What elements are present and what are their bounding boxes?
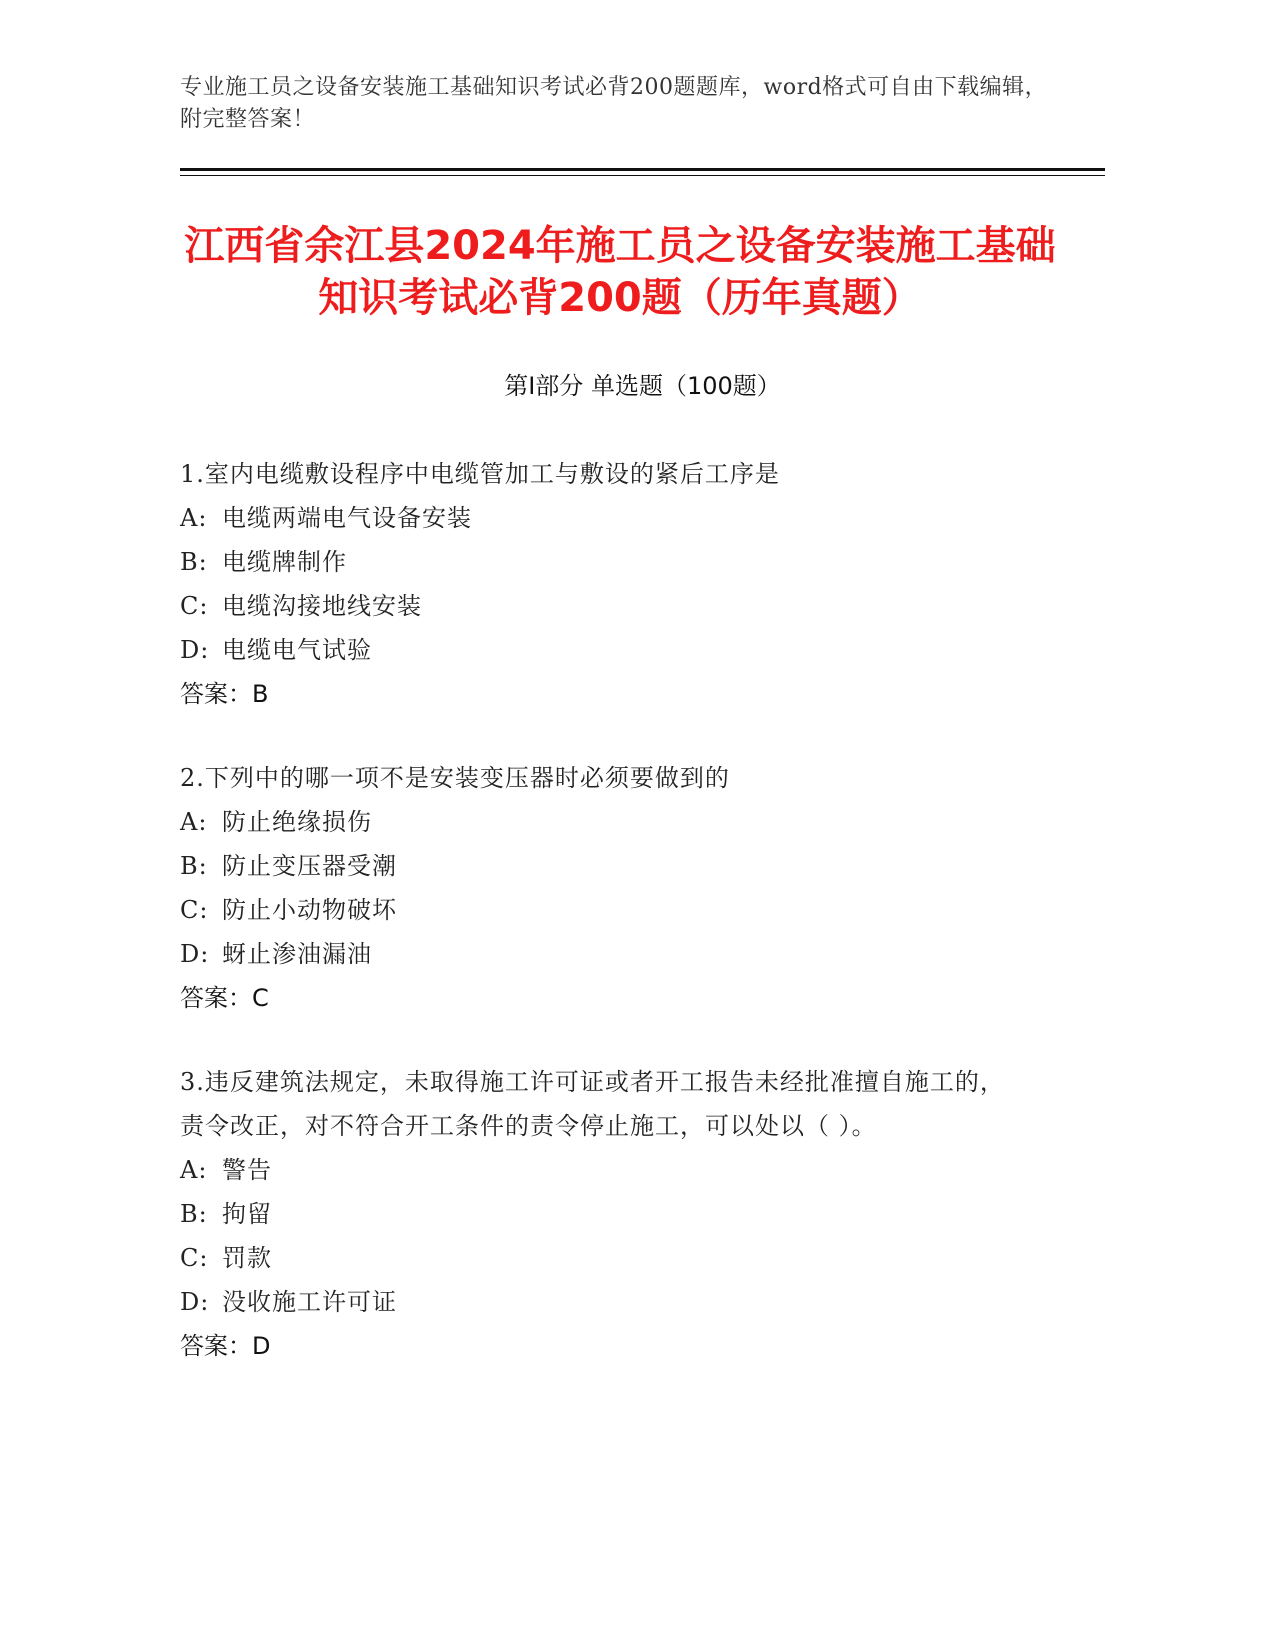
option-d <box>180 932 1025 976</box>
option-key: A: <box>180 808 208 836</box>
answer: 答案：B <box>180 680 269 708</box>
question-stem: 2.下列中的哪一项不是安装变压器时必须要做到的 <box>180 764 730 792</box>
header-rule-thin <box>180 175 1105 176</box>
option-text: 防止变压器受潮 <box>222 852 397 880</box>
option-text: 电缆牌制作 <box>222 548 347 576</box>
option-key: B: <box>180 1200 208 1228</box>
header-note: 专业施工员之设备安装施工基础知识考试必背200题题库，word格式可自由下载编辑，附完整答案！ <box>180 75 1048 132</box>
option-text: 没收施工许可证 <box>222 1288 397 1316</box>
option-c <box>180 584 1025 628</box>
question-stem: 3.违反建筑法规定，未取得施工许可证或者开工报告未经批准擅自施工的，责令改正，对不符合开工条件的责令停止施工，可以处以（ ）。 <box>180 1068 1005 1140</box>
option-text: 电缆沟接地线安装 <box>222 592 422 620</box>
option-d <box>180 628 1025 672</box>
question-1 <box>180 452 1025 716</box>
option-b <box>180 844 1025 888</box>
option-key: B: <box>180 548 208 576</box>
option-b <box>180 1192 1025 1236</box>
option-text: 电缆两端电气设备安装 <box>222 504 472 532</box>
question-list <box>180 452 1025 1408</box>
option-key: C: <box>180 592 209 620</box>
section-heading: 第I部分 单选题（100题） <box>504 372 781 400</box>
option-key: B: <box>180 852 208 880</box>
option-d <box>180 1280 1025 1324</box>
answer: 答案：D <box>180 1332 271 1360</box>
option-key: D: <box>180 940 210 968</box>
answer: 答案：C <box>180 984 269 1012</box>
option-text: 罚款 <box>222 1244 272 1272</box>
option-key: C: <box>180 896 209 924</box>
option-key: A: <box>180 504 208 532</box>
option-c <box>180 888 1025 932</box>
option-key: C: <box>180 1244 209 1272</box>
option-text: 防止绝缘损伤 <box>222 808 372 836</box>
document-title: 江西省余江县2024年施工员之设备安装施工基础知识考试必背200题（历年真题） <box>184 223 1056 321</box>
option-key: A: <box>180 1156 208 1184</box>
option-key: D: <box>180 1288 210 1316</box>
question-2 <box>180 756 1025 1020</box>
option-key: D: <box>180 636 210 664</box>
option-b <box>180 540 1025 584</box>
option-text: 电缆电气试验 <box>222 636 372 664</box>
option-text: 蚜止渗油漏油 <box>222 940 372 968</box>
option-a <box>180 1148 1025 1192</box>
header-rule-thick <box>180 168 1105 171</box>
option-text: 防止小动物破坏 <box>222 896 397 924</box>
option-a <box>180 496 1025 540</box>
question-stem: 1.室内电缆敷设程序中电缆管加工与敷设的紧后工序是 <box>180 460 780 488</box>
option-c <box>180 1236 1025 1280</box>
question-3 <box>180 1060 1025 1368</box>
option-text: 警告 <box>222 1156 272 1184</box>
option-a <box>180 800 1025 844</box>
option-text: 拘留 <box>222 1200 272 1228</box>
